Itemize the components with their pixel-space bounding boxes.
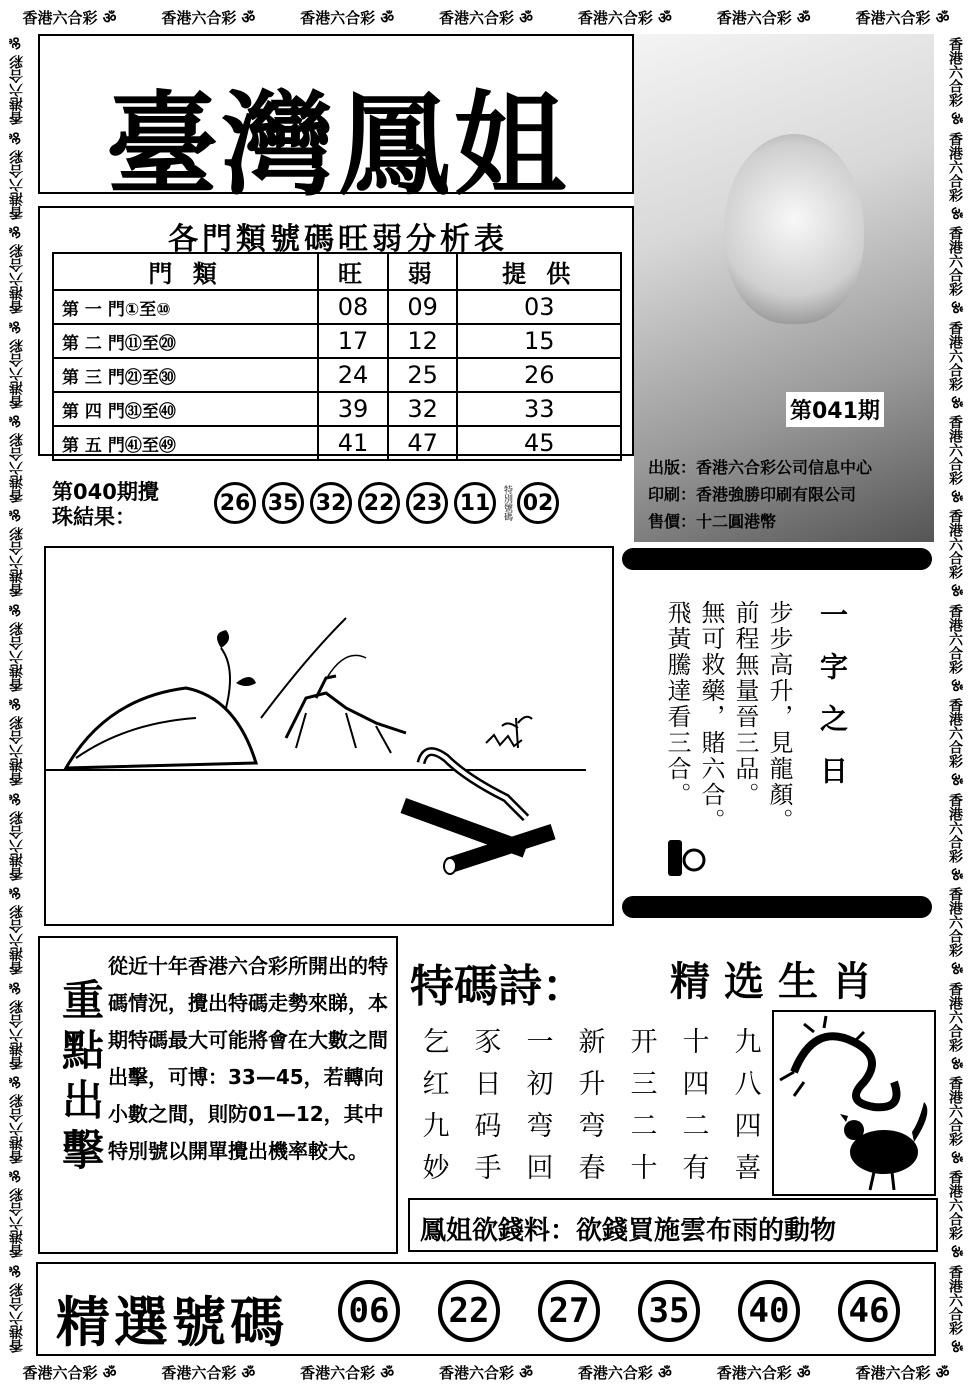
strong-cell: 41 <box>318 426 388 460</box>
border-slogan: 香港六合彩 ॐ <box>947 320 963 409</box>
border-slogan: 香港六合彩 ॐ <box>9 320 25 409</box>
border-slogan: 香港六合彩 ॐ <box>947 981 963 1070</box>
results-label <box>52 480 159 530</box>
pick-number: 46 <box>838 1280 900 1342</box>
verse-char: 十 <box>630 1153 658 1184</box>
header-strong: 旺 <box>318 253 388 290</box>
provide-cell: 26 <box>457 358 621 392</box>
dragon-rooster-icon <box>774 1012 934 1194</box>
border-slogan: 香港六合彩 ॐ <box>9 226 25 314</box>
border-slogan: 香港六合彩 ॐ <box>9 792 25 881</box>
cover-photo <box>634 34 934 542</box>
border-slogan: 香港六合彩 ॐ <box>716 1363 811 1382</box>
verse-char: 乞 <box>422 1027 450 1058</box>
gate-cell: 第 四 門㉛至㊵ <box>53 392 318 426</box>
verse-char: 弯 <box>526 1111 554 1142</box>
gate-cell: 第 三 門㉑至㉚ <box>53 358 318 392</box>
weak-cell: 25 <box>388 358 458 392</box>
analysis-box <box>38 206 634 456</box>
clue-box <box>408 1198 938 1252</box>
border-slogan: 香港六合彩 ॐ <box>300 8 395 27</box>
special-poem-grid <box>410 1020 774 1184</box>
border-slogan: 香港六合彩 ॐ <box>577 1363 672 1382</box>
result-ball: 23 <box>406 482 448 524</box>
verse-char: 四 <box>682 1069 710 1100</box>
verse-char: 弯 <box>578 1111 606 1142</box>
border-slogan: 香港六合彩 ॐ <box>947 1264 963 1353</box>
border-slogan: 香港六合彩 ॐ <box>947 603 963 692</box>
weak-cell: 09 <box>388 290 458 324</box>
verse-char: 二 <box>630 1111 658 1142</box>
pick-number: 22 <box>438 1280 500 1342</box>
verse-char: 升 <box>578 1069 606 1100</box>
verse-char: 四 <box>734 1111 762 1142</box>
clue-text: 鳳姐欲錢料：欲錢買施雲布雨的動物 <box>420 1216 837 1246</box>
strong-cell: 39 <box>318 392 388 426</box>
analysis-table <box>52 252 622 461</box>
verse-char: 八 <box>734 1069 762 1100</box>
border-slogan: 香港六合彩 ॐ <box>947 1170 963 1259</box>
right-border-strip <box>938 34 972 1356</box>
poem-line: 無可救藥，賭六合。 <box>697 600 725 834</box>
table-row <box>53 324 621 358</box>
top-border-strip <box>0 0 972 34</box>
border-slogan: 香港六合彩 ॐ <box>300 1363 395 1382</box>
table-row <box>53 358 621 392</box>
border-slogan: 香港六合彩 ॐ <box>947 1076 963 1164</box>
gate-cell: 第 二 門⑪至⑳ <box>53 324 318 358</box>
top-bar-ornament <box>622 548 932 570</box>
weak-cell: 12 <box>388 324 458 358</box>
results-balls <box>214 482 559 524</box>
analysis-title: 各門類號碼旺弱分析表 <box>168 222 508 257</box>
verse-char: 豕 <box>474 1027 502 1058</box>
pick-number: 40 <box>738 1280 800 1342</box>
results-label-line2: 珠結果： <box>52 505 136 529</box>
publisher-line: 出版：香港六合彩公司信息中心 <box>648 458 873 477</box>
border-slogan: 香港六合彩 ॐ <box>439 8 533 27</box>
border-slogan: 香港六合彩 ॐ <box>947 792 963 881</box>
pick-number: 35 <box>638 1280 700 1342</box>
table-row <box>53 290 621 324</box>
picks-label: 精選號碼 <box>56 1291 288 1354</box>
verse-char: 二 <box>682 1111 710 1142</box>
provide-cell: 15 <box>457 324 621 358</box>
gate-cell: 第 五 門㊶至㊾ <box>53 426 318 460</box>
key-point-box <box>38 936 398 1254</box>
verse-char: 妙 <box>422 1153 450 1184</box>
border-slogan: 香港六合彩 ॐ <box>855 1363 950 1382</box>
issue-number: 第041期 <box>786 392 884 427</box>
verse-char: 三 <box>630 1069 658 1100</box>
border-slogan: 香港六合彩 ॐ <box>9 131 25 220</box>
border-slogan: 香港六合彩 ॐ <box>9 415 25 503</box>
printer-line: 印刷：香港強勝印刷有限公司 <box>648 485 857 504</box>
special-poem-title: 特碼詩： <box>410 961 586 1012</box>
border-slogan: 香港六合彩 ॐ <box>161 8 256 27</box>
border-slogan: 香港六合彩 ॐ <box>947 37 963 126</box>
border-slogan: 香港六合彩 ॐ <box>947 131 963 220</box>
bottom-border-strip <box>0 1356 972 1388</box>
poem-heading: 一字之日 <box>816 600 849 808</box>
verse-char: 码 <box>474 1111 502 1142</box>
border-slogan: 香港六合彩 ॐ <box>9 603 25 692</box>
bottom-bar-ornament <box>622 896 932 918</box>
result-ball: 26 <box>214 482 256 524</box>
poem-columns <box>662 600 852 834</box>
border-slogan: 香港六合彩 ॐ <box>947 887 963 975</box>
result-ball: 11 <box>454 482 496 524</box>
left-border-strip <box>0 34 34 1356</box>
border-slogan: 香港六合彩 ॐ <box>9 37 25 126</box>
verse-char: 九 <box>422 1111 450 1142</box>
border-slogan: 香港六合彩 ॐ <box>9 1264 25 1353</box>
zodiac-label: 精选生肖 <box>670 958 886 1005</box>
border-slogan: 香港六合彩 ॐ <box>577 8 672 27</box>
poem-line: 飛黃騰達看三合。 <box>663 600 691 808</box>
seal-stamp-icon <box>666 838 706 882</box>
illustration-box <box>44 546 614 926</box>
border-slogan: 香港六合彩 ॐ <box>9 509 25 598</box>
special-number-tag: 特別號碼 <box>502 485 512 521</box>
provide-cell: 03 <box>457 290 621 324</box>
verse-char: 一 <box>526 1027 554 1058</box>
table-row <box>53 426 621 460</box>
title-box <box>38 34 634 211</box>
publisher-info <box>648 454 872 535</box>
pick-number: 27 <box>538 1280 600 1342</box>
price-line: 售價：十二圓港幣 <box>648 512 777 531</box>
zodiac-animal-box <box>772 1010 936 1196</box>
border-slogan: 香港六合彩 ॐ <box>9 887 25 975</box>
verse-char: 手 <box>474 1153 502 1184</box>
strong-cell: 17 <box>318 324 388 358</box>
border-slogan: 香港六合彩 ॐ <box>9 1076 25 1164</box>
verse-char: 新 <box>578 1027 606 1058</box>
strong-cell: 24 <box>318 358 388 392</box>
header-provide: 提 供 <box>457 253 621 290</box>
result-ball: 32 <box>310 482 352 524</box>
border-slogan: 香港六合彩 ॐ <box>9 1170 25 1259</box>
daily-poem-box <box>622 548 932 918</box>
picks-row <box>338 1280 900 1342</box>
model-portrait <box>724 134 864 324</box>
verse-char: 十 <box>682 1027 710 1058</box>
special-ball: 02 <box>517 482 559 524</box>
header-gate: 門 類 <box>53 253 318 290</box>
border-slogan: 香港六合彩 ॐ <box>947 226 963 314</box>
table-header-row <box>53 253 621 290</box>
key-point-text: 從近十年香港六合彩所開出的特碼情況，攪出特碼走勢來睇，本期特碼最大可能將會在大數之間出擊，可博：33—45，若轉向小數之間，則防01—12，其中特別號以開單攪出機率較大。 <box>108 954 388 1163</box>
border-slogan: 香港六合彩 ॐ <box>947 415 963 503</box>
poem-line: 前程無量晉三品。 <box>731 600 759 808</box>
verse-char: 春 <box>578 1153 606 1184</box>
page-title: 臺灣鳳姐 <box>106 80 570 211</box>
border-slogan: 香港六合彩 ॐ <box>22 8 117 27</box>
border-slogan: 香港六合彩 ॐ <box>716 8 811 27</box>
result-ball: 22 <box>358 482 400 524</box>
verse-char: 红 <box>422 1069 450 1100</box>
picks-box <box>36 1262 936 1356</box>
results-label-line1: 第040期攪 <box>52 480 159 504</box>
key-point-heading: 重點出擊 <box>56 978 105 1178</box>
result-ball: 35 <box>262 482 304 524</box>
border-slogan: 香港六合彩 ॐ <box>22 1363 117 1382</box>
table-row <box>53 392 621 426</box>
verse-char: 回 <box>526 1153 554 1184</box>
weak-cell: 47 <box>388 426 458 460</box>
verse-char: 喜 <box>734 1153 762 1184</box>
border-slogan: 香港六合彩 ॐ <box>947 698 963 786</box>
verse-char: 初 <box>526 1069 554 1100</box>
poem-line: 步步高升，見龍顏。 <box>765 600 793 834</box>
border-slogan: 香港六合彩 ॐ <box>855 8 950 27</box>
border-slogan: 香港六合彩 ॐ <box>9 698 25 786</box>
border-slogan: 香港六合彩 ॐ <box>947 509 963 598</box>
verse-char: 九 <box>734 1027 762 1058</box>
pick-number: 06 <box>338 1280 400 1342</box>
strong-cell: 08 <box>318 290 388 324</box>
verse-char: 日 <box>474 1069 502 1100</box>
provide-cell: 33 <box>457 392 621 426</box>
border-slogan: 香港六合彩 ॐ <box>161 1363 256 1382</box>
weak-cell: 32 <box>388 392 458 426</box>
gate-cell: 第 一 門①至⑩ <box>53 290 318 324</box>
border-slogan: 香港六合彩 ॐ <box>439 1363 533 1382</box>
mantis-worm-illustration <box>46 548 612 924</box>
border-slogan: 香港六合彩 ॐ <box>9 981 25 1070</box>
provide-cell: 45 <box>457 426 621 460</box>
verse-char: 有 <box>682 1153 710 1184</box>
header-weak: 弱 <box>388 253 458 290</box>
verse-char: 开 <box>630 1027 658 1058</box>
